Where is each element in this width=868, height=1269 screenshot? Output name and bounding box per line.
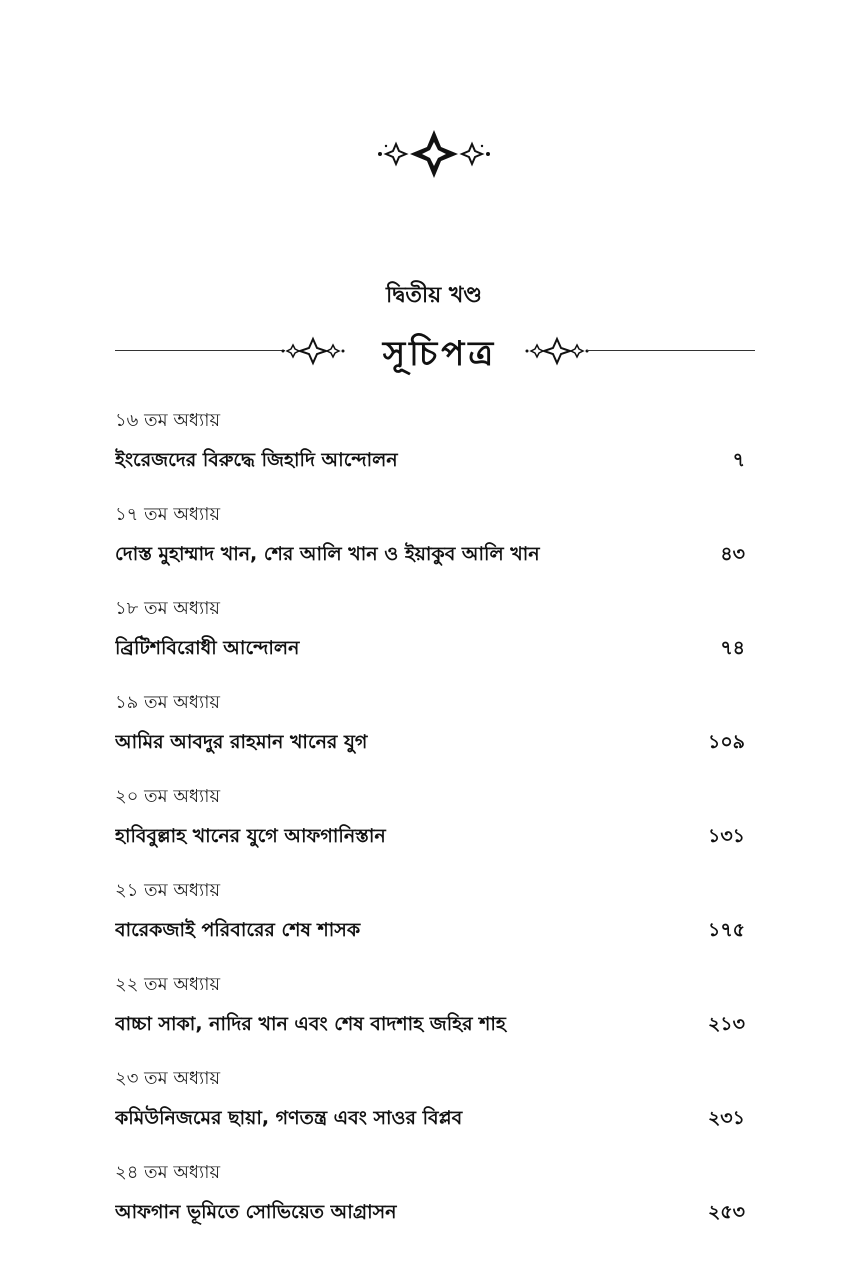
page-number: ২৫৩ — [707, 1201, 745, 1223]
chapter-label: ১৯ তম অধ্যায় — [115, 692, 221, 713]
chapter-title: বাচ্চা সাকা, নাদির খান এবং শেষ বাদশাহ জহির শাহ — [115, 1013, 506, 1035]
right-divider-line — [587, 350, 755, 351]
page-number: ১০৯ — [707, 731, 745, 753]
chapter-label: ১৭ তম অধ্যায় — [115, 504, 221, 525]
toc-entry[interactable] — [115, 686, 755, 780]
left-star-ornament-icon — [281, 336, 345, 366]
page-number: ১৭৫ — [707, 919, 745, 941]
toc-entry[interactable] — [115, 874, 755, 968]
chapter-title: আফগান ভূমিতে সোভিয়েত আগ্রাসন — [115, 1201, 397, 1223]
left-divider-line — [115, 350, 285, 351]
toc-entry[interactable] — [115, 592, 755, 686]
page-number: ২৩১ — [707, 1107, 745, 1129]
chapter-title: আমির আবদুর রাহমান খানের যুগ — [115, 731, 368, 753]
page-number: ১৩১ — [707, 825, 745, 847]
toc-entry[interactable] — [115, 498, 755, 592]
chapter-label: ২০ তম অধ্যায় — [115, 786, 221, 807]
chapter-label: ১৬ তম অধ্যায় — [115, 410, 221, 431]
chapter-title: কমিউনিজমের ছায়া, গণতন্ত্র এবং সাওর বিপ্লব — [115, 1107, 463, 1129]
chapter-title: বারেকজাই পরিবারের শেষ শাসক — [115, 919, 361, 941]
chapter-label: ২২ তম অধ্যায় — [115, 974, 221, 995]
toc-entry[interactable] — [115, 780, 755, 874]
toc-entry[interactable] — [115, 404, 755, 498]
top-star-ornament-icon — [372, 126, 496, 182]
toc-heading-row — [115, 326, 755, 376]
chapter-label: ১৮ তম অধ্যায় — [115, 598, 221, 619]
toc-entry[interactable] — [115, 1156, 755, 1250]
page-number: ৭ — [732, 449, 745, 471]
chapter-title: ব্রিটিশবিরোধী আন্দোলন — [115, 637, 300, 659]
page-number: ৭৪ — [720, 637, 745, 659]
chapter-title: দোস্ত মুহাম্মাদ খান, শের আলি খান ও ইয়াকুব আলি খান — [115, 543, 540, 565]
toc-heading: সূচিপত্র — [382, 334, 498, 374]
chapter-title: ইংরেজদের বিরুদ্ধে জিহাদি আন্দোলন — [115, 449, 398, 471]
right-star-ornament-icon — [525, 336, 589, 366]
toc-entry[interactable] — [115, 968, 755, 1062]
page-number: ২১৩ — [707, 1013, 745, 1035]
toc-list — [115, 404, 755, 1250]
toc-entry[interactable] — [115, 1062, 755, 1156]
page-number: ৪৩ — [720, 543, 745, 565]
chapter-title: হাবিবুল্লাহ খানের যুগে আফগানিস্তান — [115, 825, 386, 847]
volume-title: দ্বিতীয় খণ্ড — [386, 283, 482, 308]
chapter-label: ২৪ তম অধ্যায় — [115, 1162, 221, 1183]
chapter-label: ২৩ তম অধ্যায় — [115, 1068, 221, 1089]
chapter-label: ২১ তম অধ্যায় — [115, 880, 221, 901]
